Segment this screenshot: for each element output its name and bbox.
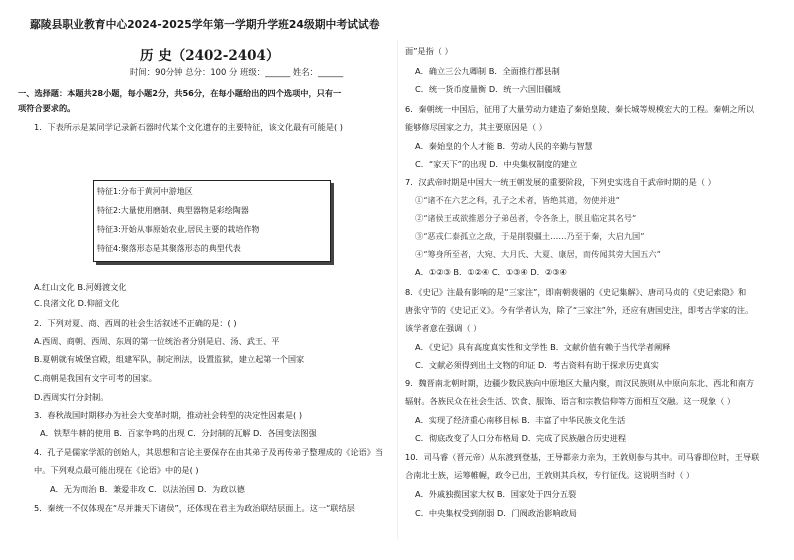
q2-option-c: C.商朝是我国有文字可考的国家。 bbox=[34, 373, 157, 383]
q6-option-ab: A．秦始皇的个人才能 B．劳动人民的辛勤与智慧 bbox=[415, 141, 593, 151]
q5-option-cd: C．统一货币度量衡 D．统一六国旧疆域 bbox=[415, 84, 561, 94]
q7-item-3: ③“恶戎仁泰孤立之敌，于是削裂疆土……乃至于秦，大启九国” bbox=[415, 231, 645, 241]
q7-item-4: ④“筹身所至者，大宛、大月氏、大夏、康居，而传闻其旁大国五六” bbox=[415, 249, 661, 259]
q1-option-cd: C.良渚文化 D.仰韶文化 bbox=[34, 298, 120, 308]
q4-options: A．无为而治 B．兼爱非攻 C．以法治国 D．为政以德 bbox=[50, 484, 245, 494]
instruction-line-1: 一、选择题：本题共28小题，每小题2分，共56分，在每小题给出的四个选项中，只有一 bbox=[18, 88, 342, 98]
column-divider bbox=[397, 40, 398, 540]
exam-meta: 时间：90分钟 总分：100 分 班级：______ 姓名：______ bbox=[130, 67, 344, 77]
question-9-line-1: 9．魏晋南北朝时期，边疆少数民族向中原地区大量内聚，而汉民族则从中原向东北、西北和南方 bbox=[405, 378, 755, 388]
question-9-line-2: 辐射。各族民众在社会生活、饮食、服饰、语言和宗教信仰等方面相互交融。这一现象（ ） bbox=[405, 396, 736, 406]
q7-item-2: ②“诸侯王或欲推恩分子弟邑者，令各条上，朕且临定其名号” bbox=[415, 213, 637, 223]
question-8-line-2: 唐张守节的《史记正义》。今有学者认为，除了“三家注”外，还应有唐国史注，即考古学家的注。 bbox=[405, 305, 754, 315]
subject-title: 历 史（2402-2404） bbox=[140, 48, 280, 64]
q10-option-cd: C．中央集权受到削弱 D．门阀政治影响政局 bbox=[415, 508, 577, 518]
q2-option-b: B.夏朝就有城堡宫殿，组建军队，制定刑法，设置监狱，建立起第一个国家 bbox=[34, 354, 305, 364]
q5-option-ab: A．确立三公九卿制 B．全面推行郡县制 bbox=[415, 66, 560, 76]
q7-options: A．①②③ B．①②④ C．①③④ D．②③④ bbox=[415, 267, 567, 277]
q1-option-ab: A.红山文化 B.河姆渡文化 bbox=[34, 282, 127, 292]
question-2: 2．下列对夏、商、西周的社会生活叙述不正确的是：( ) bbox=[34, 318, 237, 328]
q6-option-cd: C．“家天下”的出现 D．中央集权制度的建立 bbox=[415, 159, 578, 169]
question-10-line-2: 合南北士族，运筹帷幄，政令已出，王敦则其兵权，专行征伐。这说明当时（ ） bbox=[405, 470, 695, 480]
q8-option-ab: A．《史记》具有高度真实性和文学性 B．文献价值有赖于当代学者阐释 bbox=[415, 342, 671, 352]
q5-continuation: 面”是指（ ） bbox=[405, 46, 453, 56]
q2-option-a: A.西周、商朝、西周、东周的第一位统治者分别是启、汤、武王、平 bbox=[34, 336, 280, 346]
exam-title: 鄢陵县职业教育中心2024-2025学年第一学期升学班24级期中考试试卷 bbox=[30, 18, 380, 31]
q8-option-cd: C．文献必须得到出土文物的印证 D．考古资料有助于探求历史真实 bbox=[415, 360, 659, 370]
question-6-line-2: 能够修尽国家之力，其主要原因是（ ） bbox=[405, 122, 547, 132]
question-10-line-1: 10．司马睿（晋元帝）从东渡到登基，王导都亲力亲为，王敦则参与其中。司马睿即位时，王导联 bbox=[405, 452, 760, 462]
question-4-line-1: 4．孔子是儒家学派的创始人，其思想和言论主要保存在由其弟子及再传弟子整理成的《论语》当 bbox=[34, 447, 384, 457]
question-3: 3．春秋战国时期移办为社会大变革时期，推动社会转型的决定性因素是( ) bbox=[34, 410, 303, 420]
q2-option-d: D.西周实行分封制。 bbox=[34, 392, 109, 402]
question-4-line-2: 中。下列观点最可能出现在《论语》中的是( ) bbox=[34, 465, 199, 475]
q9-option-cd: C．彻底改变了人口分布格局 D．完成了民族融合历史进程 bbox=[415, 433, 627, 443]
question-6-line-1: 6．秦朝统一中国后，征用了大量劳动力建造了秦始皇陵、秦长城等规模宏大的工程。秦朝之所以 bbox=[405, 104, 755, 114]
q9-option-ab: A．实现了经济重心南移目标 B．丰富了中华民族文化生活 bbox=[415, 415, 626, 425]
question-1: 1．下表所示是某同学记录新石器时代某个文化遗存的主要特征，该文化最有可能是( ) bbox=[34, 122, 343, 132]
feature-row: 特征1:分布于黄河中游地区 bbox=[97, 187, 193, 196]
feature-row: 特征4:聚落形态是其聚落形态的典型代表 bbox=[97, 244, 241, 253]
q7-item-1: ①“诸不在六艺之科，孔子之术者，皆绝其道，勿使并进” bbox=[415, 195, 620, 205]
instruction-line-2: 项符合要求的。 bbox=[18, 103, 76, 113]
q3-options: A．铁犁牛耕的使用 B．百家争鸣的出现 C．分封制的瓦解 D．各国变法图强 bbox=[40, 428, 317, 438]
question-7: 7．汉武帝时期是中国大一统王朝发展的重要阶段，下列史实选自于武帝时期的是（ ） bbox=[405, 177, 716, 187]
q10-option-ab: A．外戚独揽国家大权 B．国家处于四分五裂 bbox=[415, 489, 577, 499]
question-8-line-3: 该学者意在强调（ ） bbox=[405, 323, 482, 333]
feature-table bbox=[93, 180, 331, 262]
feature-row: 特征2:大量使用磨制、典型器物是彩绘陶器 bbox=[97, 206, 249, 215]
question-8-line-1: 8．《史记》注最有影响的是“三家注”，即南朝裴骃的《史记集解》、唐司马贞的《史记索隐》和 bbox=[405, 287, 747, 297]
question-5: 5．秦统一不仅体现在“尽并兼天下诸侯”，还体现在君主为政治联结层面上。这一“联结层 bbox=[34, 503, 355, 513]
feature-row: 特征3:开始从事原始农业,居民主要的栽培作物 bbox=[97, 225, 260, 234]
